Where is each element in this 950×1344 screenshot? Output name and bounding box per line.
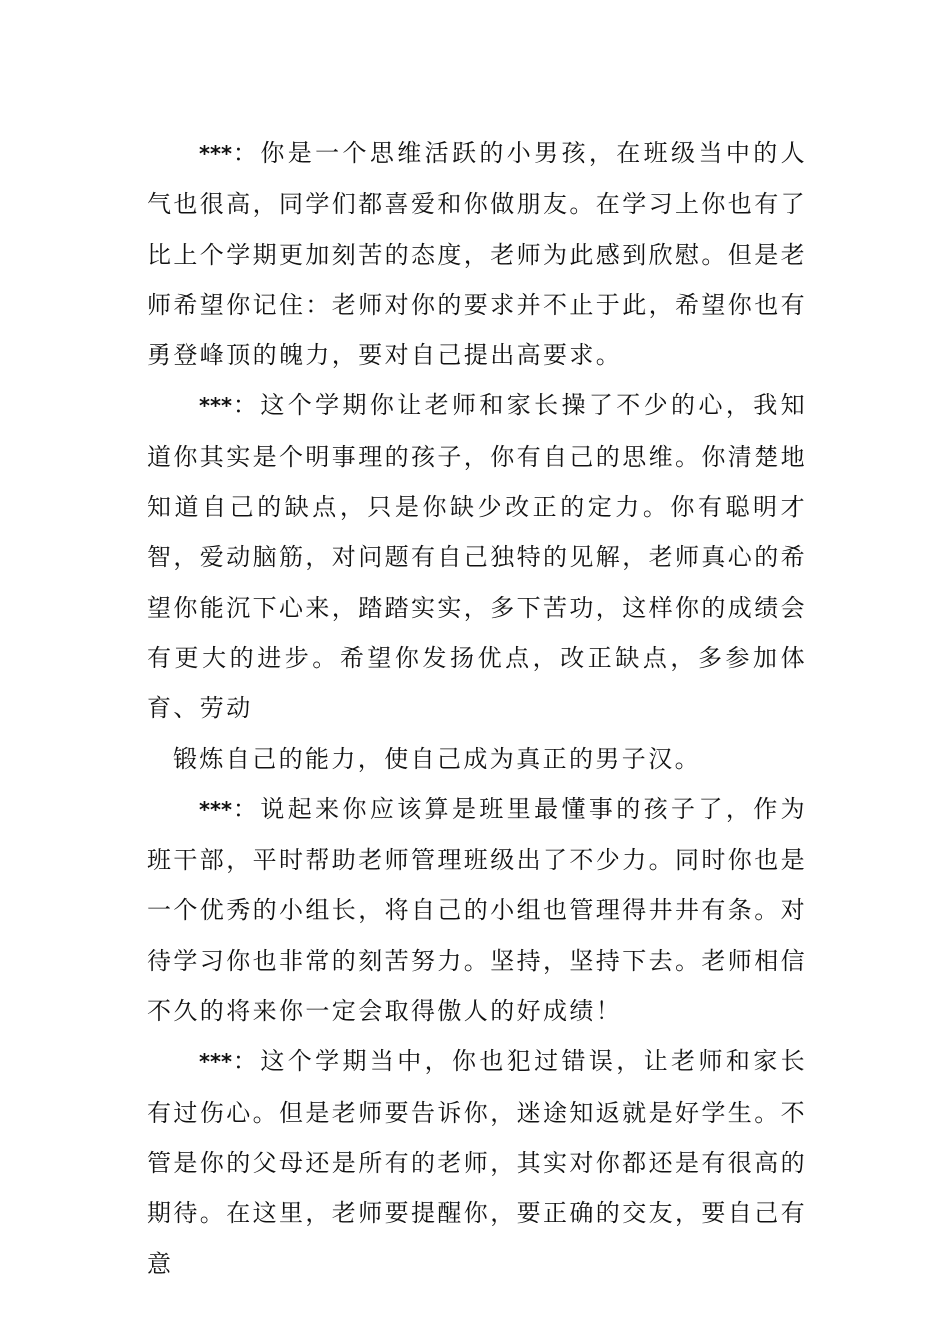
paragraph-text: 锻炼自己的能力，使自己成为真正的男子汉。 (173, 744, 701, 773)
document-body (147, 128, 807, 1289)
paragraph-text: ：你是一个思维活跃的小男孩，在班级当中的人气也很高，同学们都喜爱和你做朋友。在学习上你也有了比上个学期更加刻苦的态度，老师为此感到欣慰。但是老师希望你记住：老师对你的要求并不止于此，希望你也有勇登峰顶的魄力，要对自己提出高要求。 (147, 139, 807, 370)
comment-paragraph-1 (147, 128, 807, 380)
comment-paragraph-3 (147, 784, 807, 1036)
student-name-placeholder: *** (199, 142, 232, 166)
paragraph-text: ：这个学期你让老师和家长操了不少的心，我知道你其实是个明事理的孩子，你有自己的思维。你清楚地知道自己的缺点，只是你缺少改正的定力。你有聪明才智，爱动脑筋，对问题有自己独特的见解，老师真心的希望你能沉下心来，踏踏实实，多下苦功，这样你的成绩会有更大的进步。希望你发扬优点，改正缺点，多参加体育、劳动 (147, 391, 807, 723)
student-name-placeholder: *** (199, 1050, 232, 1075)
comment-paragraph-2 (147, 380, 807, 733)
comment-paragraph-2-continued (147, 734, 807, 784)
paragraph-text: ：这个学期当中，你也犯过错误，让老师和家长有过伤心。但是老师要告诉你，迷途知返就是好学生。不管是你的父母还是所有的老师，其实对你都还是有很高的期待。在这里，老师要提醒你，要正确的交友，要自己有意 (147, 1047, 807, 1278)
student-name-placeholder: *** (199, 394, 232, 419)
comment-paragraph-4 (147, 1036, 807, 1288)
paragraph-text: ：说起来你应该算是班里最懂事的孩子了，作为班干部，平时帮助老师管理班级出了不少力。同时你也是一个优秀的小组长，将自己的小组也管理得井井有条。对待学习你也非常的刻苦努力。坚持，坚持下去。老师相信不久的将来你一定会取得傲人的好成绩！ (147, 794, 807, 1026)
student-name-placeholder: *** (199, 797, 232, 822)
